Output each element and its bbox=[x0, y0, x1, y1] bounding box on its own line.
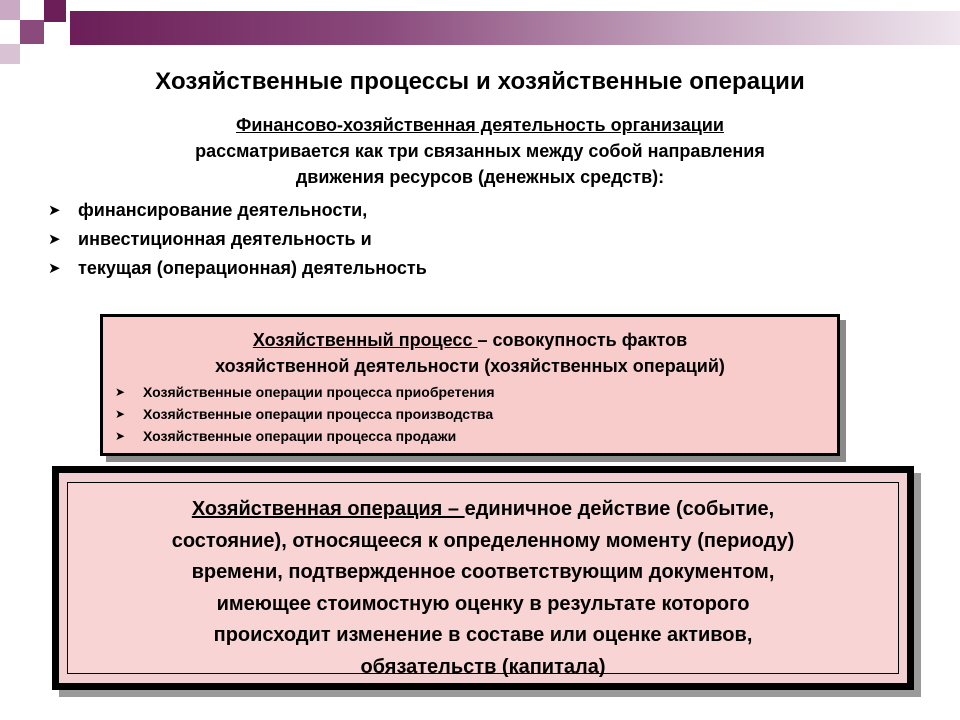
operation-term: Хозяйственная операция – bbox=[191, 498, 465, 520]
list-item-text: Хозяйственные операции процесса продажи bbox=[143, 428, 457, 444]
arrow-bullet-icon: ➤ bbox=[48, 260, 61, 277]
intro-line-1: Финансово-хозяйственная деятельность организации bbox=[236, 115, 724, 135]
decor-square bbox=[0, 0, 20, 20]
list-item-text: финансирование деятельности, bbox=[78, 200, 368, 220]
arrow-bullet-icon: ➤ bbox=[115, 385, 126, 399]
process-term: Хозяйственный процесс bbox=[252, 330, 478, 350]
header-gradient-bar bbox=[70, 11, 960, 45]
list-item-text: инвестиционная деятельность и bbox=[78, 229, 372, 249]
list-item bbox=[48, 225, 427, 254]
operation-line-6: обязательств (капитала) bbox=[360, 655, 606, 678]
process-definition bbox=[103, 327, 837, 379]
operation-line-4: имеющее стоимостную оценку в результате которого bbox=[216, 592, 750, 615]
arrow-bullet-icon: ➤ bbox=[115, 407, 126, 421]
list-item bbox=[48, 254, 427, 283]
decor-square bbox=[44, 0, 66, 22]
operation-line-1: единичное действие (событие, bbox=[464, 498, 775, 520]
operation-line-5: происходит изменение в составе или оценке активов, bbox=[213, 624, 753, 646]
process-items bbox=[115, 381, 837, 447]
activity-list bbox=[48, 196, 427, 283]
list-item bbox=[115, 425, 837, 447]
process-definition-box bbox=[100, 314, 840, 456]
slide-title: Хозяйственные процессы и хозяйственные операции bbox=[155, 68, 805, 95]
operation-definition-box bbox=[52, 466, 914, 690]
operation-line-2: состояние), относящееся к определенному моменту (периоду) bbox=[171, 529, 795, 552]
operation-definition-inner bbox=[67, 482, 899, 678]
process-def-line-2: хозяйственной деятельности (хозяйственных операций) bbox=[215, 356, 725, 376]
list-item bbox=[115, 381, 837, 403]
process-def-line-1: – совокупность фактов bbox=[477, 330, 688, 350]
arrow-bullet-icon: ➤ bbox=[48, 202, 61, 219]
list-item-text: текущая (операционная) деятельность bbox=[78, 258, 427, 278]
decor-square bbox=[0, 44, 20, 64]
intro-text bbox=[80, 112, 880, 190]
decor-square bbox=[20, 20, 44, 44]
list-item bbox=[48, 196, 427, 225]
list-item-text: Хозяйственные операции процесса производства bbox=[143, 406, 494, 422]
intro-line-3: движения ресурсов (денежных средств): bbox=[295, 167, 665, 187]
list-item bbox=[115, 403, 837, 425]
list-item-text: Хозяйственные операции процесса приобретения bbox=[143, 384, 495, 400]
intro-line-2: рассматривается как три связанных между собой направления bbox=[195, 141, 765, 161]
operation-line-3: времени, подтвержденное соответствующим документом, bbox=[191, 561, 775, 583]
arrow-bullet-icon: ➤ bbox=[48, 231, 61, 248]
arrow-bullet-icon: ➤ bbox=[115, 429, 126, 443]
operation-definition bbox=[68, 494, 898, 683]
